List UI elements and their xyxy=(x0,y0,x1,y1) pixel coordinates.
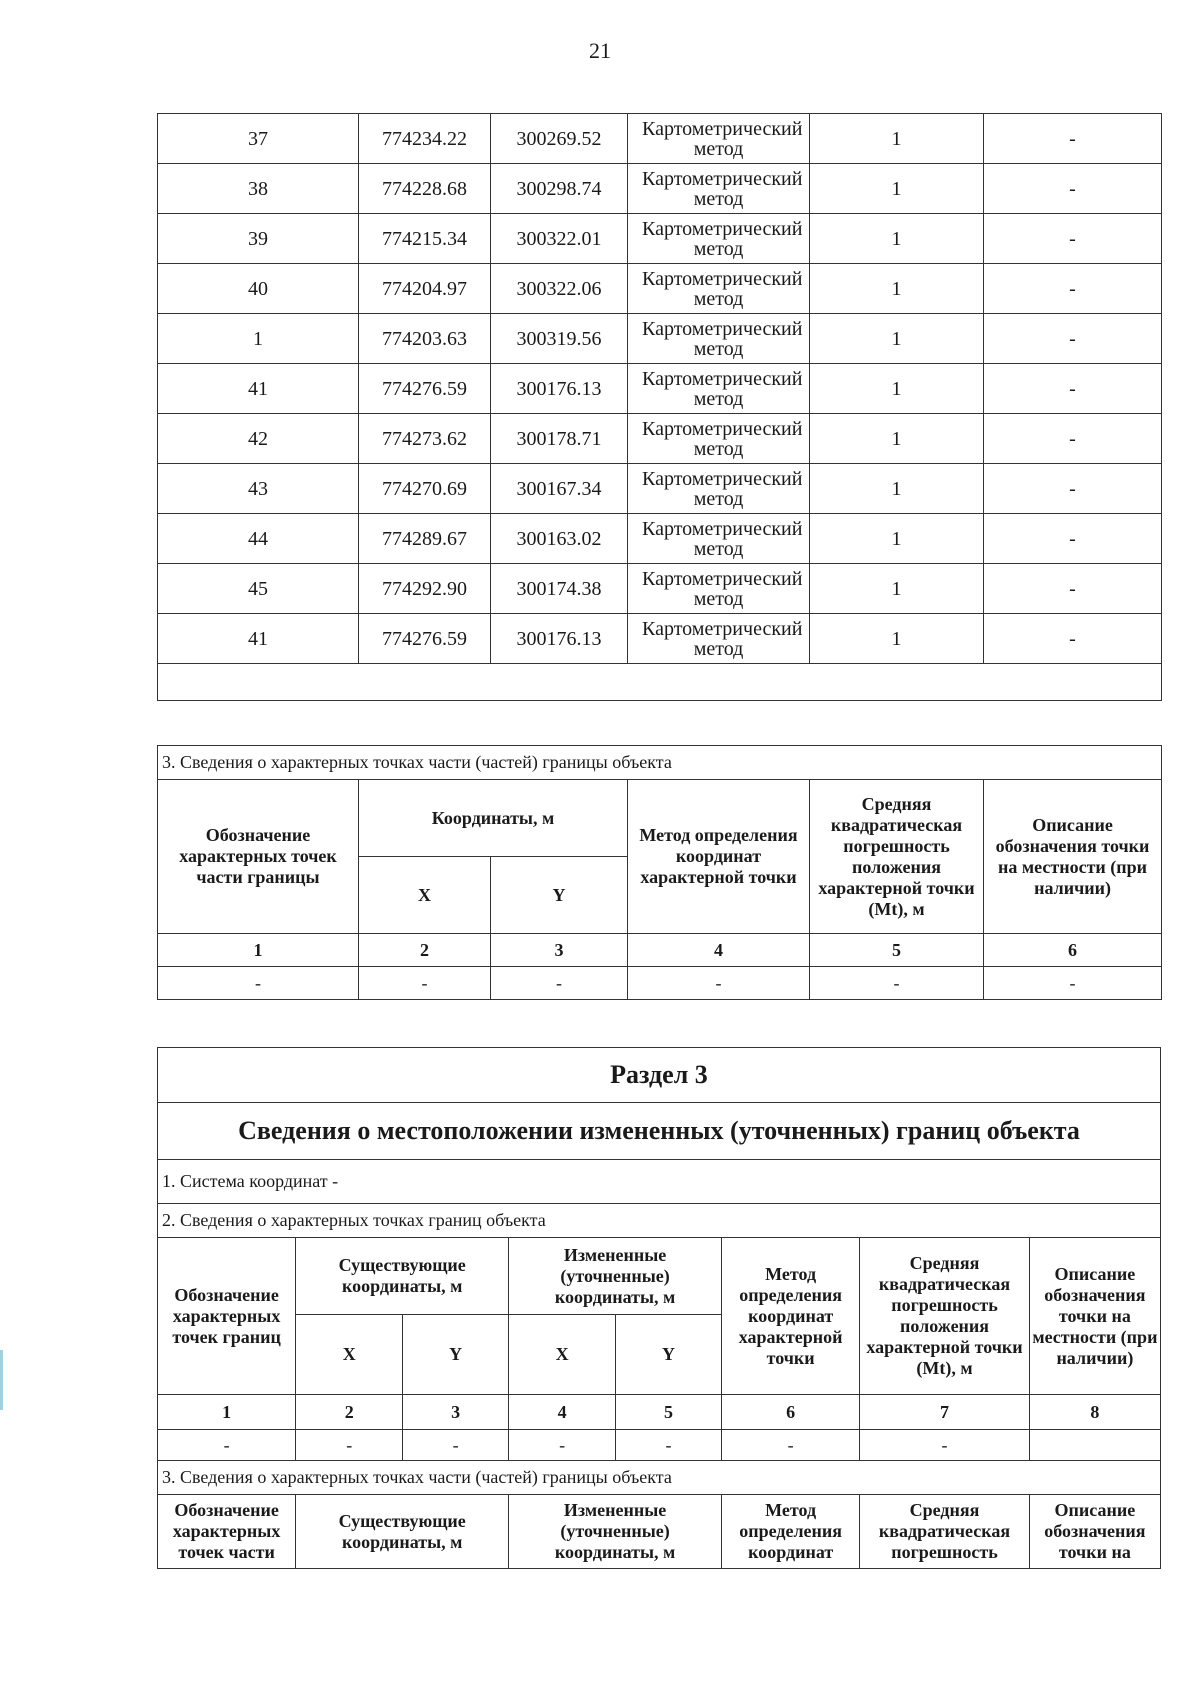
error-cell: 1 xyxy=(810,614,984,664)
column-number: 3 xyxy=(403,1395,509,1430)
column-number: 4 xyxy=(509,1395,616,1430)
x-coordinate-cell: 774204.97 xyxy=(359,264,491,314)
header-description: Описание обозначения точки на местности (при наличии) xyxy=(984,780,1162,934)
description-cell: - xyxy=(984,364,1162,414)
method-cell: Картометрический метод xyxy=(628,464,810,514)
column-numbers-row xyxy=(158,1395,1161,1430)
page-number: 21 xyxy=(589,38,611,63)
header-changed-coords: Измененные (уточненные) координаты, м xyxy=(509,1238,722,1315)
dash-cell: - xyxy=(359,967,491,1000)
point-number-cell: 40 xyxy=(158,264,359,314)
point-number-cell: 38 xyxy=(158,164,359,214)
method-cell: Картометрический метод xyxy=(628,614,810,664)
y-coordinate-cell: 300178.71 xyxy=(491,414,628,464)
coordinate-row xyxy=(158,214,1162,264)
method-cell: Картометрический метод xyxy=(628,214,810,264)
dash-cell: - xyxy=(810,967,984,1000)
error-cell: 1 xyxy=(810,464,984,514)
section-3-table xyxy=(157,1047,1161,1569)
coordinate-row xyxy=(158,464,1162,514)
x-coordinate-cell: 774289.67 xyxy=(359,514,491,564)
coordinate-row xyxy=(158,364,1162,414)
dash-cell: - xyxy=(722,1430,860,1461)
y-coordinate-cell: 300269.52 xyxy=(491,114,628,164)
description-cell: - xyxy=(984,314,1162,364)
dash-cell: - xyxy=(158,967,359,1000)
header-method: Метод определения координат xyxy=(722,1495,860,1569)
parts-boundary-table xyxy=(157,745,1162,1000)
empty-cell xyxy=(158,664,1162,701)
header-error: Средняя квадратическая погрешность xyxy=(860,1495,1030,1569)
coordinates-table xyxy=(157,113,1162,701)
point-number-cell: 41 xyxy=(158,614,359,664)
points-caption: 2. Сведения о характерных точках границ объекта xyxy=(158,1204,1161,1238)
error-cell: 1 xyxy=(810,564,984,614)
method-cell: Картометрический метод xyxy=(628,414,810,464)
coord-system: 1. Система координат - xyxy=(158,1160,1161,1204)
x-coordinate-cell: 774228.68 xyxy=(359,164,491,214)
section-title: Раздел 3 xyxy=(158,1048,1161,1103)
y-coordinate-cell: 300322.06 xyxy=(491,264,628,314)
dash-cell: - xyxy=(509,1430,616,1461)
parts-caption: 3. Сведения о характерных точках части (частей) границы объекта xyxy=(158,1461,1161,1495)
x-coordinate-cell: 774215.34 xyxy=(359,214,491,264)
error-cell: 1 xyxy=(810,514,984,564)
error-cell: 1 xyxy=(810,264,984,314)
header-y: Y xyxy=(491,857,628,934)
method-cell: Картометрический метод xyxy=(628,264,810,314)
y-coordinate-cell: 300322.01 xyxy=(491,214,628,264)
description-cell: - xyxy=(984,514,1162,564)
x-coordinate-cell: 774270.69 xyxy=(359,464,491,514)
description-cell: - xyxy=(984,264,1162,314)
column-number: 7 xyxy=(860,1395,1030,1430)
coordinate-row xyxy=(158,314,1162,364)
method-cell: Картометрический метод xyxy=(628,364,810,414)
coordinate-row xyxy=(158,264,1162,314)
header-description: Описание обозначения точки на xyxy=(1029,1495,1160,1569)
column-number: 2 xyxy=(359,934,491,967)
header-point-designation: Обозначение характерных точек границ xyxy=(158,1238,296,1395)
dash-cell xyxy=(1029,1430,1160,1461)
point-number-cell: 39 xyxy=(158,214,359,264)
error-cell: 1 xyxy=(810,214,984,264)
dash-cell: - xyxy=(860,1430,1030,1461)
point-number-cell: 43 xyxy=(158,464,359,514)
y-coordinate-cell: 300176.13 xyxy=(491,614,628,664)
method-cell: Картометрический метод xyxy=(628,164,810,214)
header-changed-coords: Измененные (уточненные) координаты, м xyxy=(509,1495,722,1569)
dash-cell: - xyxy=(491,967,628,1000)
method-cell: Картометрический метод xyxy=(628,514,810,564)
coordinate-row xyxy=(158,114,1162,164)
column-number: 8 xyxy=(1029,1395,1160,1430)
header-existing-coords: Существующие координаты, м xyxy=(296,1238,509,1315)
coordinate-row xyxy=(158,414,1162,464)
description-cell: - xyxy=(984,614,1162,664)
method-cell: Картометрический метод xyxy=(628,314,810,364)
column-number: 4 xyxy=(628,934,810,967)
description-cell: - xyxy=(984,114,1162,164)
x-coordinate-cell: 774273.62 xyxy=(359,414,491,464)
column-number: 1 xyxy=(158,934,359,967)
header-description: Описание обозначения точки на местности (при наличии) xyxy=(1029,1238,1160,1395)
error-cell: 1 xyxy=(810,364,984,414)
dash-cell: - xyxy=(616,1430,722,1461)
point-number-cell: 44 xyxy=(158,514,359,564)
scan-edge-mark xyxy=(0,1350,3,1410)
x-coordinate-cell: 774203.63 xyxy=(359,314,491,364)
header-error: Средняя квадратическая погрешность положения характерной точки (Mt), м xyxy=(810,780,984,934)
header-method: Метод определения координат характерной точки xyxy=(628,780,810,934)
header-existing-coords: Существующие координаты, м xyxy=(296,1495,509,1569)
method-cell: Картометрический метод xyxy=(628,114,810,164)
column-numbers-row xyxy=(158,934,1162,967)
x-coordinate-cell: 774234.22 xyxy=(359,114,491,164)
description-cell: - xyxy=(984,164,1162,214)
point-number-cell: 42 xyxy=(158,414,359,464)
description-cell: - xyxy=(984,214,1162,264)
header-x: X xyxy=(296,1315,403,1395)
dash-cell: - xyxy=(984,967,1162,1000)
coordinates-table-body xyxy=(158,114,1162,664)
dash-cell: - xyxy=(403,1430,509,1461)
header-y: Y xyxy=(403,1315,509,1395)
column-number: 5 xyxy=(616,1395,722,1430)
empty-row xyxy=(158,664,1162,701)
point-number-cell: 45 xyxy=(158,564,359,614)
y-coordinate-cell: 300174.38 xyxy=(491,564,628,614)
dash-row xyxy=(158,1430,1161,1461)
dash-row xyxy=(158,967,1162,1000)
point-number-cell: 41 xyxy=(158,364,359,414)
y-coordinate-cell: 300319.56 xyxy=(491,314,628,364)
x-coordinate-cell: 774276.59 xyxy=(359,614,491,664)
column-number: 6 xyxy=(722,1395,860,1430)
header-x: X xyxy=(359,857,491,934)
y-coordinate-cell: 300163.02 xyxy=(491,514,628,564)
description-cell: - xyxy=(984,414,1162,464)
y-coordinate-cell: 300176.13 xyxy=(491,364,628,414)
header-error: Средняя квадратическая погрешность положения характерной точки (Mt), м xyxy=(860,1238,1030,1395)
dash-cell: - xyxy=(628,967,810,1000)
header-coordinates: Координаты, м xyxy=(359,780,628,857)
y-coordinate-cell: 300298.74 xyxy=(491,164,628,214)
x-coordinate-cell: 774276.59 xyxy=(359,364,491,414)
error-cell: 1 xyxy=(810,114,984,164)
point-number-cell: 37 xyxy=(158,114,359,164)
column-number: 1 xyxy=(158,1395,296,1430)
header-point-designation-part: Обозначение характерных точек части xyxy=(158,1495,296,1569)
coordinate-row xyxy=(158,514,1162,564)
header-x: X xyxy=(509,1315,616,1395)
parts-caption: 3. Сведения о характерных точках части (частей) границы объекта xyxy=(158,746,1162,780)
y-coordinate-cell: 300167.34 xyxy=(491,464,628,514)
coordinate-row xyxy=(158,564,1162,614)
dash-cell: - xyxy=(158,1430,296,1461)
column-number: 3 xyxy=(491,934,628,967)
column-number: 2 xyxy=(296,1395,403,1430)
error-cell: 1 xyxy=(810,164,984,214)
description-cell: - xyxy=(984,564,1162,614)
x-coordinate-cell: 774292.90 xyxy=(359,564,491,614)
column-number: 5 xyxy=(810,934,984,967)
error-cell: 1 xyxy=(810,414,984,464)
error-cell: 1 xyxy=(810,314,984,364)
description-cell: - xyxy=(984,464,1162,514)
coordinate-row xyxy=(158,164,1162,214)
coordinate-row xyxy=(158,614,1162,664)
header-y: Y xyxy=(616,1315,722,1395)
dash-cell: - xyxy=(296,1430,403,1461)
header-method: Метод определения координат характерной точки xyxy=(722,1238,860,1395)
header-point-designation: Обозначение характерных точек части границы xyxy=(158,780,359,934)
point-number-cell: 1 xyxy=(158,314,359,364)
column-number: 6 xyxy=(984,934,1162,967)
section-subtitle: Сведения о местоположении измененных (уточненных) границ объекта xyxy=(158,1103,1161,1160)
method-cell: Картометрический метод xyxy=(628,564,810,614)
